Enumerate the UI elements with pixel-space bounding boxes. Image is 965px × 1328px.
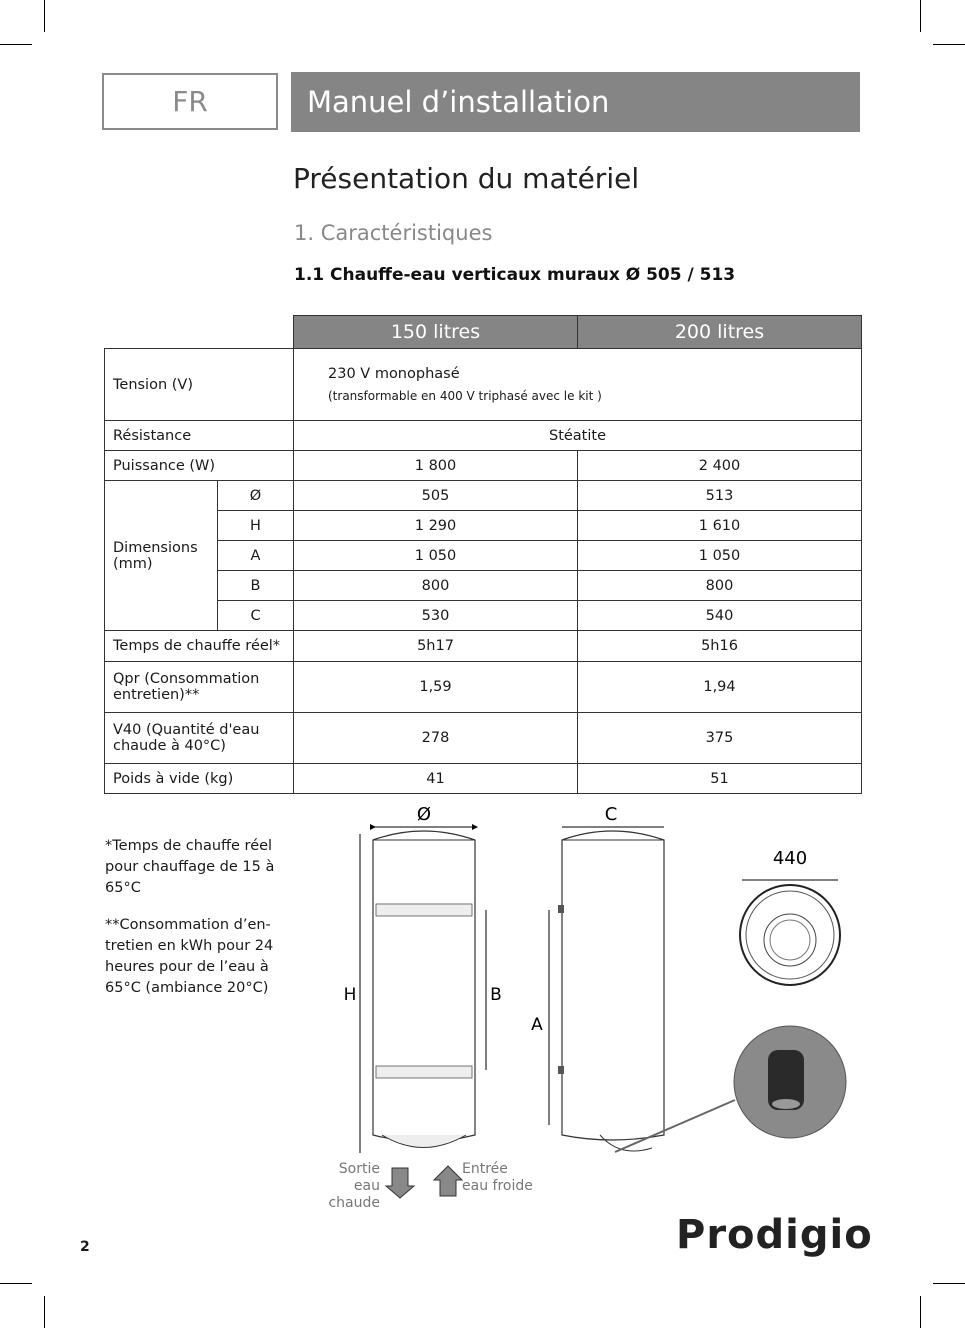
- col-header-150: 150 litres: [294, 316, 578, 349]
- crop-mark: [920, 0, 921, 32]
- table-row: [105, 631, 862, 662]
- cell-200: 1,94: [578, 662, 862, 713]
- cell-200: 1 610: [578, 511, 862, 541]
- table-row: [105, 481, 862, 511]
- table-row: [105, 511, 862, 541]
- cell-150: 1 800: [294, 451, 578, 481]
- crop-mark: [44, 1296, 45, 1328]
- cell-200: 51: [578, 764, 862, 794]
- outlet-label-line2: eau chaude: [328, 1178, 380, 1211]
- page-number: 2: [80, 1239, 90, 1255]
- dim-key: B: [218, 571, 294, 601]
- dim-key: C: [218, 601, 294, 631]
- side-view: [558, 831, 664, 1151]
- resistance-value: Stéatite: [294, 421, 862, 451]
- label-diameter: Ø: [416, 804, 432, 825]
- subsubsection-title: 1.1 Chauffe-eau verticaux muraux Ø 505 / 513: [294, 265, 736, 285]
- outlet-label: [300, 1161, 380, 1212]
- cell-150: 1 050: [294, 541, 578, 571]
- footnote-heating-time: *Temps de chauffe réel pour chauffage de 15 à 65°C: [105, 838, 275, 896]
- row-label: Puissance (W): [105, 451, 294, 481]
- cell-200: 513: [578, 481, 862, 511]
- cell-200: 2 400: [578, 451, 862, 481]
- table-row: [105, 764, 862, 794]
- tension-note: (transformable en 400 V triphasé avec le kit ): [328, 388, 602, 403]
- inlet-label-line1: Entrée: [462, 1161, 508, 1177]
- crop-mark: [0, 1283, 32, 1284]
- inlet-label-line2: eau froide: [462, 1178, 533, 1194]
- top-view: [740, 885, 840, 985]
- manual-title: Manuel d’installation: [291, 72, 860, 132]
- cell-150: 530: [294, 601, 578, 631]
- crop-mark: [44, 0, 45, 32]
- cell-150: 505: [294, 481, 578, 511]
- row-label: Poids à vide (kg): [105, 764, 294, 794]
- cell-150: 1,59: [294, 662, 578, 713]
- table-row: [105, 349, 862, 421]
- cell-200: 375: [578, 713, 862, 764]
- table-row: [105, 421, 862, 451]
- label-b: B: [490, 985, 502, 1005]
- table-header-row: [105, 316, 862, 349]
- table-row: [105, 571, 862, 601]
- table-row: [105, 713, 862, 764]
- spec-table: [104, 315, 862, 794]
- row-label: Temps de chauffe réel*: [105, 631, 294, 662]
- row-label: Qpr (Consommation entretien)**: [105, 662, 294, 713]
- front-view: [373, 831, 475, 1148]
- table-row: [105, 601, 862, 631]
- cell-150: 1 290: [294, 511, 578, 541]
- crop-mark: [0, 44, 32, 45]
- footnote-consumption: **Consommation d’en-tretien en kWh pour 24 heures pour de l’eau à 65°C (ambiance 20°C): [105, 917, 274, 996]
- footnotes: [105, 836, 290, 1015]
- cell-200: 800: [578, 571, 862, 601]
- water-heater-diagram: [290, 800, 860, 1210]
- outlet-label-line1: Sortie: [338, 1161, 380, 1177]
- tension-value: 230 V monophasé: [328, 365, 460, 382]
- cell-150: 5h17: [294, 631, 578, 662]
- cell-200: 1 050: [578, 541, 862, 571]
- label-c: C: [604, 804, 618, 825]
- cell-200: 540: [578, 601, 862, 631]
- label-top-width: 440: [772, 848, 808, 869]
- cold-water-inlet-icon: [434, 1166, 462, 1196]
- row-label: Tension (V): [105, 349, 294, 421]
- hot-water-outlet-icon: [386, 1168, 414, 1198]
- crop-mark: [933, 1283, 965, 1284]
- table-row: [105, 451, 862, 481]
- cell-150: 800: [294, 571, 578, 601]
- dim-key: A: [218, 541, 294, 571]
- crop-mark: [933, 44, 965, 45]
- dim-key: H: [218, 511, 294, 541]
- brand-logo: Prodigio: [676, 1212, 873, 1258]
- table-row: [105, 541, 862, 571]
- subsection-title: 1. Caractéristiques: [294, 221, 493, 245]
- crop-mark: [920, 1296, 921, 1328]
- label-h: H: [343, 985, 357, 1005]
- row-label: V40 (Quantité d'eau chaude à 40°C): [105, 713, 294, 764]
- label-a: A: [531, 1015, 543, 1035]
- cell-150: 41: [294, 764, 578, 794]
- row-label: Dimensions (mm): [105, 481, 218, 631]
- section-title: Présentation du matériel: [293, 162, 640, 195]
- dim-key: Ø: [218, 481, 294, 511]
- table-row: [105, 662, 862, 713]
- col-header-200: 200 litres: [578, 316, 862, 349]
- row-label: Résistance: [105, 421, 294, 451]
- cell-150: 278: [294, 713, 578, 764]
- language-badge: FR: [102, 73, 278, 130]
- cell-200: 5h16: [578, 631, 862, 662]
- inlet-label: [462, 1161, 533, 1195]
